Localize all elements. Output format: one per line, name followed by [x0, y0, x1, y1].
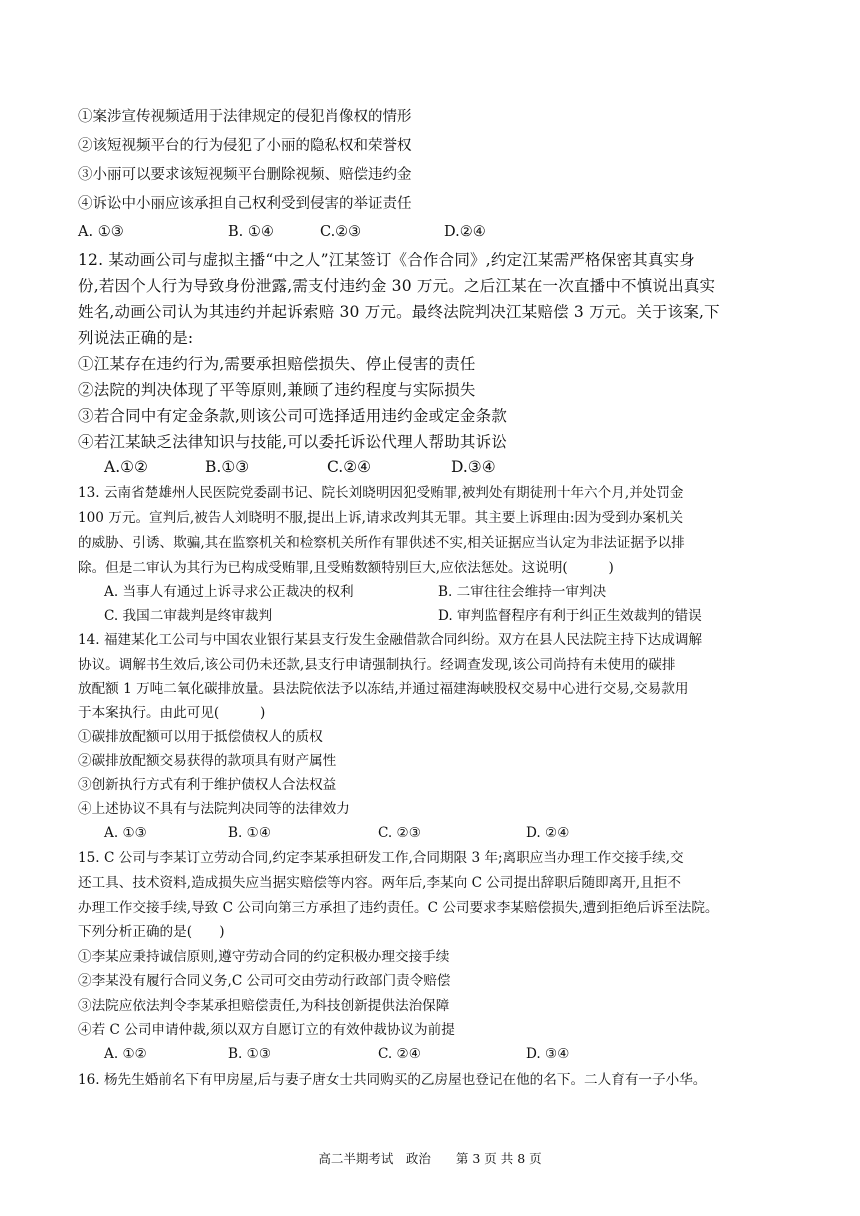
q14-stem-line-2: 协议。调解书生效后,该公司仍未还款,县支行申请强制执行。经调查发现,该公司尚持有未使用的碳排: [78, 657, 676, 673]
q13-option-a: A. 当事人有通过上诉寻求公正裁决的权利: [104, 584, 354, 600]
q12-options: [78, 456, 783, 478]
q13-stem-line-2: 100 万元。宣判后,被告人刘晓明不服,提出上诉,请求改判其无罪。其主要上诉理由:因为受到办案机关: [78, 510, 684, 526]
q14-stem-line-4: 于本案执行。由此可见( ): [78, 705, 266, 721]
q12-stem-line-1: 12. 某动画公司与虚拟主播“中之人”江某签订《合作合同》,约定江某需严格保密其真实身: [78, 251, 695, 269]
q15-statement-4: ④若 C 公司申请仲裁,须以双方自愿订立的有效仲裁协议为前提: [78, 1022, 455, 1038]
q11-statement-4: ④诉讼中小丽应该承担自己权利受到侵害的举证责任: [78, 196, 412, 212]
q14-statement-4: ④上述协议不具有与法院判决同等的法律效力: [78, 801, 350, 817]
q15-statement-3: ③法院应依法判令李某承担赔偿责任,为科技创新提供法治保障: [78, 998, 450, 1014]
q15-options: [78, 1043, 783, 1065]
q12-statement-2: ②法院的判决体现了平等原则,兼顾了违约程度与实际损失: [78, 381, 476, 399]
q15-stem-line-3: 办理工作交接手续,导致 C 公司向第三方承担了违约责任。C 公司要求李某赔偿损失,遭到拒绝后诉至法院。: [78, 900, 719, 916]
q13-options-row-2: [78, 605, 783, 627]
q14-option-c: C. ②③: [378, 825, 421, 841]
q15-option-b: B. ①③: [228, 1046, 272, 1062]
q14-options: [78, 822, 783, 844]
q11-option-b: B. ①④: [228, 224, 274, 240]
q11-option-c: C.②③: [320, 224, 362, 240]
q15-option-c: C. ②④: [378, 1046, 421, 1062]
q13-options-row-1: [78, 581, 783, 603]
q13-stem-line-1: 13. 云南省楚雄州人民医院党委副书记、院长刘晓明因犯受贿罪,被判处有期徒刑十年六个月,并处罚金: [78, 485, 684, 501]
q12-stem-line-3: 姓名,动画公司认为其违约并起诉索赔 30 万元。最终法院判决江某赔偿 3 万元。关于该案,下: [78, 303, 720, 321]
q12-option-c: C.②④: [327, 458, 372, 476]
q14-statement-1: ①碳排放配额可以用于抵偿债权人的质权: [78, 729, 323, 745]
q15-stem-line-2: 还工具、技术资料,造成损失应当据实赔偿等内容。两年后,李某向 C 公司提出辞职后随即离开,且拒不: [78, 875, 681, 891]
q15-statement-2: ②李某没有履行合同义务,C 公司可交由劳动行政部门责令赔偿: [78, 973, 451, 989]
q15-stem-line-1: 15. C 公司与李某订立劳动合同,约定李某承担研发工作,合同期限 3 年;离职应当办理工作交接手续,交: [78, 850, 684, 866]
q12-option-b: B.①③: [205, 458, 250, 476]
q11-statement-2: ②该短视频平台的行为侵犯了小丽的隐私权和荣誉权: [78, 138, 412, 154]
q16-stem-line-1: 16. 杨先生婚前名下有甲房屋,后与妻子唐女士共同购买的乙房屋也登记在他的名下。二人育有一子小华。: [78, 1072, 707, 1088]
q12-statement-4: ④若江某缺乏法律知识与技能,可以委托诉讼代理人帮助其诉讼: [78, 433, 508, 451]
q12-statement-1: ①江某存在违约行为,需要承担赔偿损失、停止侵害的责任: [78, 355, 476, 373]
q12-statement-3: ③若合同中有定金条款,则该公司可选择适用违约金或定金条款: [78, 407, 508, 425]
q14-statement-2: ②碳排放配额交易获得的款项具有财产属性: [78, 753, 337, 769]
q14-stem-line-3: 放配额 1 万吨二氧化碳排放量。县法院依法予以冻结,并通过福建海峡股权交易中心进行交易,交易款用: [78, 681, 689, 697]
q13-option-b: B. 二审往往会维持一审判决: [438, 584, 607, 600]
q14-option-b: B. ①④: [228, 825, 272, 841]
q11-option-d: D.②④: [444, 224, 486, 240]
q12-stem-line-4: 列说法正确的是:: [78, 329, 194, 347]
q13-option-c: C. 我国二审裁判是终审裁判: [104, 608, 273, 624]
q15-option-a: A. ①②: [104, 1046, 147, 1062]
q11-options: [78, 221, 783, 243]
q14-option-a: A. ①③: [104, 825, 147, 841]
page-footer: 高二半期考试 政治 第 3 页 共 8 页: [318, 1151, 542, 1166]
q11-statement-3: ③小丽可以要求该短视频平台删除视频、赔偿违约金: [78, 167, 412, 183]
q12-option-a: A.①②: [104, 458, 148, 476]
q13-option-d: D. 审判监督程序有利于纠正生效裁判的错误: [438, 608, 702, 624]
q14-stem-line-1: 14. 福建某化工公司与中国农业银行某县支行发生金融借款合同纠纷。双方在县人民法院主持下达成调解: [78, 632, 703, 648]
q12-stem-line-2: 份,若因个人行为导致身份泄露,需支付违约金 30 万元。之后江某在一次直播中不慎说出真实: [78, 277, 716, 295]
q14-statement-3: ③创新执行方式有利于维护债权人合法权益: [78, 777, 337, 793]
q15-statement-1: ①李某应秉持诚信原则,遵守劳动合同的约定积极办理交接手续: [78, 949, 450, 965]
q11-option-a: A. ①③: [78, 224, 124, 240]
q15-option-d: D. ③④: [526, 1046, 570, 1062]
q13-stem-line-4: 除。但是二审认为其行为已构成受贿罪,且受贿数额特别巨大,应依法惩处。这说明( ): [78, 560, 614, 576]
q15-stem-line-4: 下列分析正确的是( ): [78, 924, 225, 940]
q13-stem-line-3: 的威胁、引诱、欺骗,其在监察机关和检察机关所作有罪供述不实,相关证据应当认定为非法证据予以排: [78, 535, 685, 551]
q12-option-d: D.③④: [451, 458, 496, 476]
q14-option-d: D. ②④: [526, 825, 570, 841]
q11-statement-1: ①案涉宣传视频适用于法律规定的侵犯肖像权的情形: [78, 109, 412, 125]
